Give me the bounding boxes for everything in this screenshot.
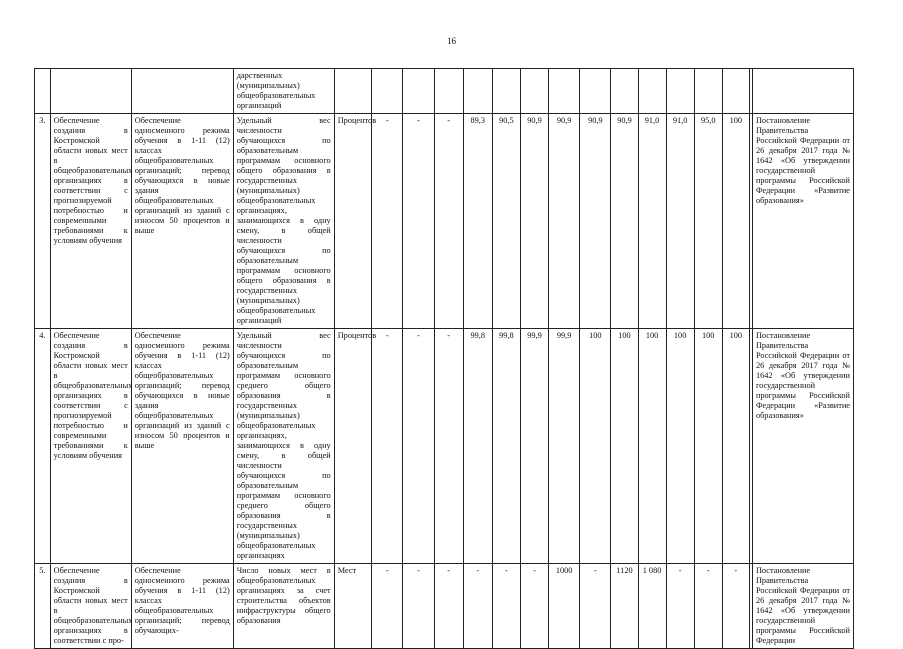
value-cell: 99,8 <box>492 329 520 564</box>
value-cell <box>638 69 666 114</box>
basis-cell: Постановление Правительства Российской Федерации от 26 декабря 2017 года № 1642 «Об утверждении государственной программы Российской Федерации «Развитие образования» <box>752 329 853 564</box>
unit-cell: Процентов <box>334 114 371 329</box>
value-cell: 99,8 <box>463 329 492 564</box>
event-cell <box>131 69 233 114</box>
value-cell: 100 <box>611 329 638 564</box>
value-cell <box>611 69 638 114</box>
value-cell: 100 <box>666 329 694 564</box>
row-number: 5. <box>35 564 51 649</box>
value-cell: 90,9 <box>549 114 580 329</box>
basis-cell <box>752 69 853 114</box>
unit-cell: Мест <box>334 564 371 649</box>
row-number <box>35 69 51 114</box>
task-name-cell <box>50 69 131 114</box>
indicator-cell: Удельный вес численности обучающихся по образовательным программам основного общего образования в государственных (муниципальных) общеобразовательных организациях, занимающихся в одну смену, в общей численности обучающихся по образовательным программам основного общего образования в государственных (муниципальных) общеобразовательных организаций <box>233 114 334 329</box>
table-row <box>35 114 854 329</box>
indicator-cell: Число новых мест в общеобразовательных организациях за счет строительства объектов инфраструктуры общего образования <box>233 564 334 649</box>
table-row <box>35 69 854 114</box>
value-cell: 1000 <box>549 564 580 649</box>
value-cell: - <box>434 329 463 564</box>
table-row <box>35 564 854 649</box>
event-cell: Обеспечение односменного режима обучения в 1-11 (12) классах общеобразовательных организаций; перевод обучающихся в новые здания общеобразовательных организаций из зданий с износом 50 процентов и выше <box>131 114 233 329</box>
value-cell: - <box>520 564 548 649</box>
task-name-cell: Обеспечение создания в Костромской области новых мест в общеобразовательных организациях в соответствии с прогнозируемой потребностью и современными требованиями к условиям обучения <box>50 329 131 564</box>
value-cell <box>492 69 520 114</box>
value-cell <box>434 69 463 114</box>
value-cell: - <box>492 564 520 649</box>
value-cell: - <box>722 564 749 649</box>
basis-cell: Постановление Правительства Российской Федерации от 26 декабря 2017 года № 1642 «Об утверждении государственной программы Российской Федерации «Развитие образования» <box>752 114 853 329</box>
row-number: 4. <box>35 329 51 564</box>
value-cell: 100 <box>722 114 749 329</box>
indicator-cell: Удельный вес численности обучающихся по образовательным программам основного среднего общего образования в государственных (муниципальных) общеобразовательных организациях, занимающихся в одну смену, в общей численности обучающихся по образовательным программам основного среднего общего образования в государственных (муниципальных) общеобразовательных организациях <box>233 329 334 564</box>
value-cell: 89,3 <box>463 114 492 329</box>
value-cell: - <box>434 564 463 649</box>
value-cell: 99,9 <box>549 329 580 564</box>
value-cell <box>372 69 403 114</box>
value-cell: 90,9 <box>611 114 638 329</box>
value-cell: 1 080 <box>638 564 666 649</box>
value-cell: 100 <box>580 329 611 564</box>
value-cell: 90,5 <box>492 114 520 329</box>
value-cell: 95,0 <box>694 114 722 329</box>
value-cell <box>580 69 611 114</box>
value-cell: 90,9 <box>580 114 611 329</box>
value-cell <box>722 69 749 114</box>
task-name-cell: Обеспечение создания в Костромской области новых мест в общеобразовательных организациях в соответствии с про- <box>50 564 131 649</box>
value-cell: - <box>463 564 492 649</box>
value-cell: - <box>403 329 434 564</box>
event-cell: Обеспечение односменного режима обучения в 1-11 (12) классах общеобразовательных организаций; перевод обучающихся в новые здания общеобразовательных организаций из зданий с износом 50 процентов и выше <box>131 329 233 564</box>
basis-cell: Постановление Правительства Российской Федерации от 26 декабря 2017 года № 1642 «Об утверждении государственной программы Российской Федерации <box>752 564 853 649</box>
table-row <box>35 329 854 564</box>
unit-cell <box>334 69 371 114</box>
value-cell <box>403 69 434 114</box>
value-cell: 90,9 <box>520 114 548 329</box>
value-cell <box>694 69 722 114</box>
value-cell <box>463 69 492 114</box>
task-name-cell: Обеспечение создания в Костромской области новых мест в общеобразовательных организациях в соответствии с прогнозируемой потребностью и современными требованиями к условиям обучения <box>50 114 131 329</box>
indicator-cell: дарственных (муниципальных) общеобразовательных организаций <box>233 69 334 114</box>
value-cell: - <box>580 564 611 649</box>
value-cell: - <box>403 564 434 649</box>
value-cell: - <box>372 564 403 649</box>
value-cell <box>666 69 694 114</box>
event-cell: Обеспечение односменного режима обучения в 1-11 (12) классах общеобразовательных организаций; перевод обучающих- <box>131 564 233 649</box>
value-cell <box>520 69 548 114</box>
value-cell: - <box>372 329 403 564</box>
value-cell: - <box>694 564 722 649</box>
value-cell: 91,0 <box>666 114 694 329</box>
program-indicators-table <box>34 68 854 649</box>
value-cell: 100 <box>638 329 666 564</box>
value-cell: 100 <box>694 329 722 564</box>
value-cell: - <box>403 114 434 329</box>
value-cell: 1120 <box>611 564 638 649</box>
value-cell: - <box>666 564 694 649</box>
unit-cell: Процентов <box>334 329 371 564</box>
value-cell: 99,9 <box>520 329 548 564</box>
value-cell: - <box>434 114 463 329</box>
value-cell: 91,0 <box>638 114 666 329</box>
value-cell: 100 <box>722 329 749 564</box>
row-number: 3. <box>35 114 51 329</box>
value-cell <box>549 69 580 114</box>
value-cell: - <box>372 114 403 329</box>
page-number: 16 <box>447 36 456 46</box>
